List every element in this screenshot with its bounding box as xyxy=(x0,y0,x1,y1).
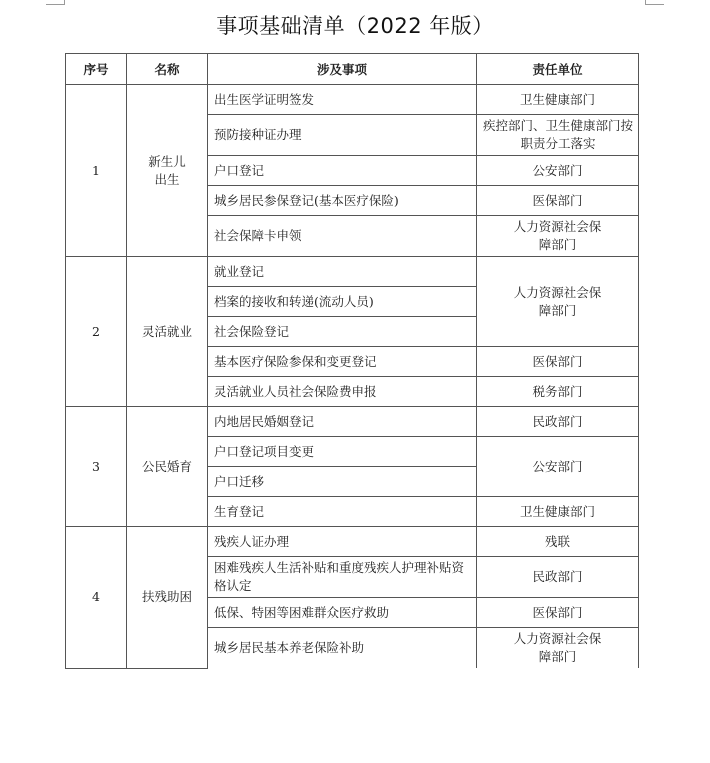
dept-cell-text: 人力资源社会保障部门 xyxy=(513,284,602,318)
header-name: 名称 xyxy=(127,54,208,85)
dept-cell: 公安部门 xyxy=(477,156,639,186)
page-corner-mark-right xyxy=(645,0,664,5)
table-row xyxy=(66,257,639,287)
item-cell: 就业登记 xyxy=(208,257,477,287)
item-cell: 困难残疾人生活补贴和重度残疾人护理补贴资格认定 xyxy=(208,557,477,598)
dept-cell: 民政部门 xyxy=(477,557,639,598)
group-index: 1 xyxy=(66,85,127,257)
group-name: 公民婚育 xyxy=(127,407,208,527)
item-cell: 档案的接收和转递(流动人员) xyxy=(208,287,477,317)
item-cell: 出生医学证明签发 xyxy=(208,85,477,115)
dept-cell xyxy=(477,257,639,347)
dept-cell-text: 疾控部门、卫生健康部门按职责分工落实 xyxy=(483,118,634,151)
group-name: 扶残助困 xyxy=(127,527,208,669)
item-cell: 灵活就业人员社会保险费申报 xyxy=(208,377,477,407)
dept-cell-text: 人力资源社会保障部门 xyxy=(513,631,602,664)
table-row xyxy=(66,407,639,437)
dept-cell: 医保部门 xyxy=(477,598,639,628)
dept-cell xyxy=(477,628,639,669)
header-dept: 责任单位 xyxy=(477,54,639,85)
header-index: 序号 xyxy=(66,54,127,85)
group-index: 4 xyxy=(66,527,127,669)
dept-cell: 医保部门 xyxy=(477,347,639,377)
item-cell: 基本医疗保险参保和变更登记 xyxy=(208,347,477,377)
item-cell: 社会保险登记 xyxy=(208,317,477,347)
dept-cell: 残联 xyxy=(477,527,639,557)
dept-cell: 民政部门 xyxy=(477,407,639,437)
dept-cell xyxy=(477,216,639,257)
dept-cell-text: 人力资源社会保障部门 xyxy=(513,219,602,252)
item-list-table xyxy=(65,53,639,669)
item-cell: 低保、特困等困难群众医疗救助 xyxy=(208,598,477,628)
header-items: 涉及事项 xyxy=(208,54,477,85)
table-row xyxy=(66,527,639,557)
dept-cell: 医保部门 xyxy=(477,186,639,216)
item-cell: 城乡居民基本养老保险补助 xyxy=(208,628,477,669)
item-cell: 内地居民婚姻登记 xyxy=(208,407,477,437)
dept-cell: 卫生健康部门 xyxy=(477,497,639,527)
item-cell: 社会保障卡申领 xyxy=(208,216,477,257)
table-row xyxy=(66,85,639,115)
page-corner-mark-left xyxy=(46,0,65,5)
document-title: 事项基础清单（2022 年版） xyxy=(216,14,494,38)
group-name: 灵活就业 xyxy=(127,257,208,407)
item-cell: 残疾人证办理 xyxy=(208,527,477,557)
item-cell: 预防接种证办理 xyxy=(208,115,477,156)
item-cell: 户口登记项目变更 xyxy=(208,437,477,467)
item-cell: 户口登记 xyxy=(208,156,477,186)
dept-cell: 税务部门 xyxy=(477,377,639,407)
table-header-row xyxy=(66,54,639,85)
dept-cell xyxy=(477,115,639,156)
group-name xyxy=(127,85,208,257)
item-cell: 生育登记 xyxy=(208,497,477,527)
dept-cell: 公安部门 xyxy=(477,437,639,497)
group-name-text: 新生儿出生 xyxy=(148,153,186,187)
item-cell: 户口迁移 xyxy=(208,467,477,497)
group-index: 3 xyxy=(66,407,127,527)
item-cell: 城乡居民参保登记(基本医疗保险) xyxy=(208,186,477,216)
dept-cell: 卫生健康部门 xyxy=(477,85,639,115)
group-index: 2 xyxy=(66,257,127,407)
